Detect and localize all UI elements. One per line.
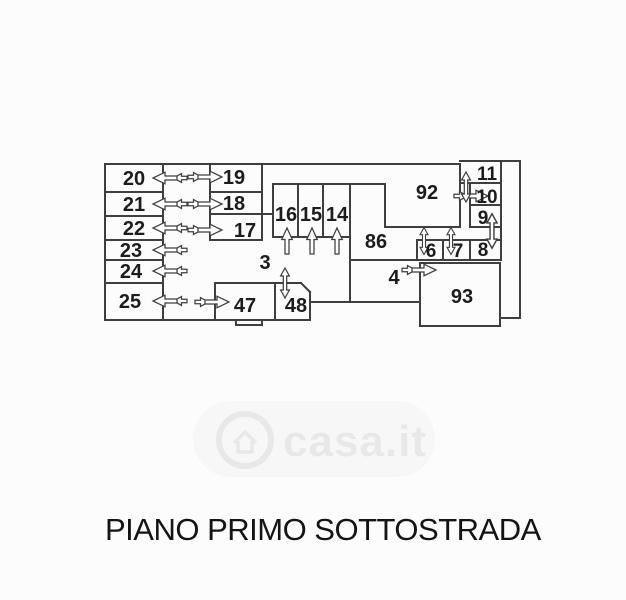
door-arrow-room21 [153, 198, 187, 210]
watermark-casait [193, 401, 435, 477]
watermark-text: casa.it [283, 417, 427, 466]
room-label-86: 86 [364, 231, 388, 253]
room-label-20: 20 [122, 168, 146, 190]
door-arrow-room15 [307, 228, 318, 254]
door-arrow-room17 [188, 224, 222, 236]
door-arrow-room16 [282, 228, 293, 254]
room-label-14: 14 [325, 204, 349, 226]
room-label-48: 48 [284, 295, 308, 317]
room-label-19: 19 [222, 167, 246, 189]
floor-caption: PIANO PRIMO SOTTOSTRADA [105, 512, 541, 547]
door-arrow-room22 [153, 222, 187, 234]
room-label-17: 17 [233, 220, 257, 242]
door-arrow-room24 [153, 265, 187, 277]
door-arrow-room23 [153, 244, 187, 256]
room-label-15: 15 [299, 204, 323, 226]
room-label-22: 22 [122, 218, 146, 240]
door-arrow-room25 [153, 295, 187, 307]
room-label-92: 92 [415, 182, 439, 204]
room-label-3: 3 [259, 252, 271, 274]
room-label-24: 24 [119, 261, 143, 283]
door-arrow-room18 [188, 198, 222, 210]
room-label-4: 4 [388, 267, 400, 289]
room-label-23: 23 [119, 240, 143, 262]
door-arrow-room14 [332, 228, 343, 254]
room-label-21: 21 [122, 194, 146, 216]
room-label-25: 25 [118, 291, 142, 313]
room-label-8: 8 [477, 240, 489, 261]
room-label-11: 11 [476, 164, 498, 185]
room-label-10: 10 [476, 187, 498, 208]
room-label-93: 93 [450, 286, 474, 308]
room-label-18: 18 [222, 193, 246, 215]
room-label-47: 47 [233, 295, 257, 317]
room-label-7: 7 [452, 241, 464, 262]
door-arrow-room20 [153, 172, 187, 184]
door-arrow-room47 [195, 296, 229, 308]
room-label-9: 9 [477, 208, 489, 229]
door-arrow-room19 [188, 171, 222, 183]
room-label-16: 16 [274, 204, 298, 226]
door-arrow-room8-9 [487, 214, 497, 249]
room-label-6: 6 [425, 241, 437, 262]
